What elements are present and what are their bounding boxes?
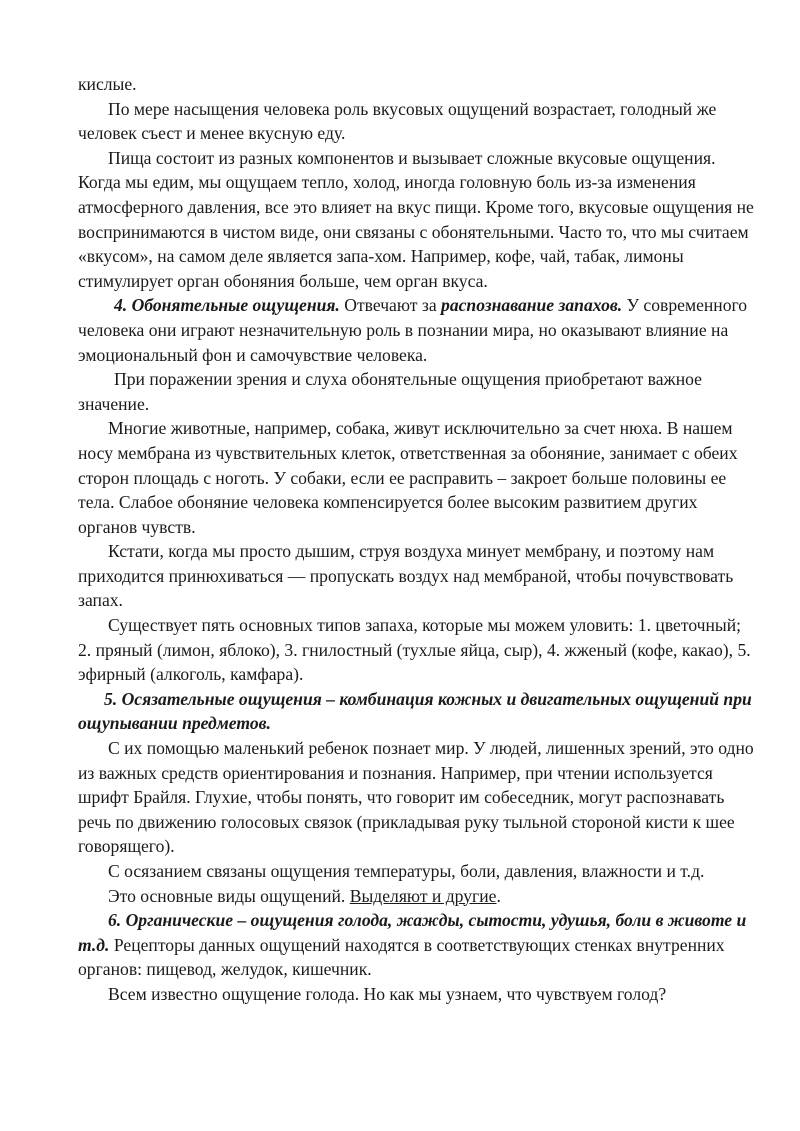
paragraph-smell-vision-loss: При поражении зрения и слуха обонятельные ощущения приобретают важное значение. xyxy=(78,369,702,414)
paragraph-taste-components: Пища состоит из разных компонентов и вызывает сложные вкусовые ощущения. Когда мы едим, мы ощущаем тепло, холод, иногда головную боль из-за изменения атмосферного давления, все это влияет на вкус пищи. Кроме того, вкусовые ощущения не воспринимаются в чистом виде, они связаны с обонятельными. Часто то, что мы считаем «вкусом», на самом деле является запа-хом. Например, кофе, чай, табак, лимоны стимулирует орган обоняния больше, чем орган вкуса. xyxy=(78,147,754,291)
paragraph-smell-animals: Многие животные, например, собака, живут исключительно за счет нюха. В нашем носу мембрана из чувствительных клеток, ответственная за обоняние, занимает с обеих сторон площадь с ноготь. У собаки, если ее расправить – закроет больше половины ее тела. Слабое обоняние человека компенсируется более высоким развитием других органов чувств. xyxy=(78,418,738,537)
paragraph-smell-types: Существует пять основных типов запаха, которые мы можем уловить: 1. цветочный; 2. пряный (лимон, яблоко), 3. гнилостный (тухлые яйца, сыр), 4. жженый (кофе, какао), 5. эфирный (алкоголь, камфара). xyxy=(78,615,751,685)
main-types-text: Это основные виды ощущений. xyxy=(108,885,350,906)
section-6-title: 6. Органические – ощущения голода, жажды, сытости, удушья, боли в животе и т.д. xyxy=(78,910,747,955)
paragraph-touch-child: С их помощью маленький ребенок познает мир. У людей, лишенных зрений, это одно из важных средств ориентирования и познания. Например, при чтении используется шрифт Брайля. Глухие, чтобы понять, что говорит им собеседник, могут распознавать речь по движению голосовых связок (прикладывая руку тыльной стороной кисти к шее говорящего). xyxy=(78,738,754,857)
section-5-title: 5. Осязательные ощущения – комбинация кожных и двигательных ощущений при ощупывании предметов. xyxy=(78,688,752,734)
section-6-paragraph xyxy=(78,908,754,982)
paragraph-taste-satiety: По мере насыщения человека роль вкусовых ощущений возрастает, голодный же человек съест и менее вкусную еду. xyxy=(78,98,717,144)
paragraph-touch-related: С осязанием связаны ощущения температуры, боли, давления, влажности и т.д. xyxy=(108,861,705,881)
paragraph-smell-breathing: Кстати, когда мы просто дышим, струя воздуха минует мембрану, и поэтому нам приходится принюхиваться — пропускать воздух над мембраной, чтобы почувствовать запах. xyxy=(78,541,734,611)
section-4-paragraph xyxy=(78,293,754,367)
main-types-end: . xyxy=(496,885,501,906)
section-4-mid: Отвечают за xyxy=(339,295,442,316)
main-types-underlined: Выделяют и другие xyxy=(349,885,497,906)
section-4-bold-phrase: распознавание запахов. xyxy=(441,295,623,316)
section-4-rest: У современного человека они играют незначительную роль в познании мира, но оказывают влияние на эмоциональный фон и самочувствие человека. xyxy=(78,295,748,365)
section-5-paragraph xyxy=(78,687,754,736)
section-4-title: 4. Обонятельные ощущения. xyxy=(114,295,340,316)
paragraph-main-types xyxy=(78,884,754,909)
paragraph-hunger-question: Всем известно ощущение голода. Но как мы узнаем, что чувствуем голод? xyxy=(108,983,667,1004)
section-6-rest: Рецепторы данных ощущений находятся в соответствующих стенках внутренних органов: пищевод, желудок, кишечник. xyxy=(78,934,725,980)
paragraph-continuation: кислые. xyxy=(78,74,137,94)
